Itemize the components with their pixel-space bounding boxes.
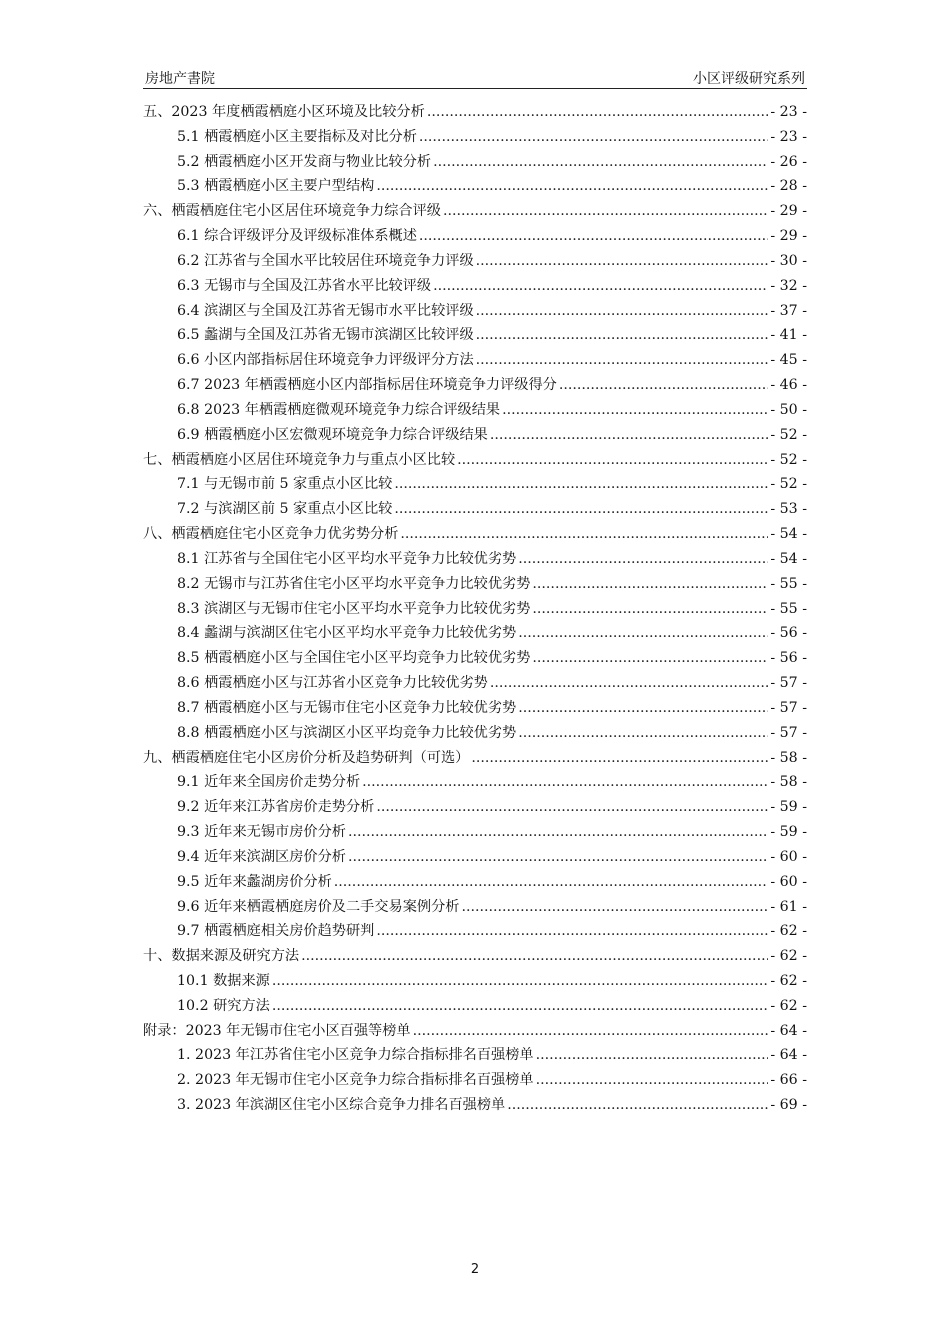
toc-dot-leader <box>518 621 768 646</box>
toc-section-entry[interactable] <box>143 249 807 274</box>
toc-dot-leader <box>394 497 768 522</box>
toc-entry-page: - 30 - <box>770 252 807 269</box>
toc-entry-title: 5.1 栖霞栖庭小区主要指标及对比分析 <box>177 128 417 145</box>
toc-dot-leader <box>443 199 768 224</box>
toc-entry-page: - 64 - <box>770 1022 807 1039</box>
toc-entry-page: - 46 - <box>770 377 807 394</box>
toc-dot-leader <box>518 721 768 746</box>
toc-entry-page: - 55 - <box>770 600 807 617</box>
toc-dot-leader <box>490 423 769 448</box>
toc-section-entry[interactable] <box>143 497 807 522</box>
toc-entry-title: 9.4 近年来滨湖区房价分析 <box>177 848 346 865</box>
toc-entry-page: - 62 - <box>770 997 807 1014</box>
toc-entry-title: 3. 2023 年滨湖区住宅小区综合竞争力排名百强榜单 <box>177 1097 506 1114</box>
toc-entry-page: - 23 - <box>770 128 807 145</box>
toc-section-entry[interactable] <box>143 795 807 820</box>
toc-dot-leader <box>559 373 769 398</box>
toc-chapter-entry[interactable] <box>143 448 807 473</box>
toc-entry-page: - 55 - <box>770 575 807 592</box>
toc-entry-title: 附录：2023 年无锡市住宅小区百强等榜单 <box>143 1022 411 1039</box>
toc-dot-leader <box>376 174 768 199</box>
toc-entry-title: 8.3 滨湖区与无锡市住宅小区平均水平竞争力比较优劣势 <box>177 600 531 617</box>
toc-dot-leader <box>400 522 768 547</box>
toc-entry-page: - 62 - <box>770 923 807 940</box>
toc-section-entry[interactable] <box>143 820 807 845</box>
toc-section-entry[interactable] <box>143 323 807 348</box>
toc-entry-title: 8.2 无锡市与江苏省住宅小区平均水平竞争力比较优劣势 <box>177 575 531 592</box>
toc-entry-title: 8.4 蠡湖与滨湖区住宅小区平均水平竞争力比较优劣势 <box>177 625 517 642</box>
toc-dot-leader <box>536 1043 769 1068</box>
toc-section-entry[interactable] <box>143 125 807 150</box>
toc-entry-title: 十、数据来源及研究方法 <box>143 948 300 965</box>
toc-dot-leader <box>348 845 768 870</box>
toc-entry-page: - 53 - <box>770 501 807 518</box>
toc-dot-leader <box>536 1068 769 1093</box>
toc-entry-page: - 57 - <box>770 675 807 692</box>
toc-chapter-entry[interactable] <box>143 100 807 125</box>
toc-dot-leader <box>272 994 768 1019</box>
toc-dot-leader <box>471 746 768 771</box>
toc-entry-title: 6.2 江苏省与全国水平比较居住环境竞争力评级 <box>177 252 474 269</box>
page-number: 2 <box>470 1262 480 1277</box>
toc-dot-leader <box>334 870 769 895</box>
toc-entry-page: - 26 - <box>770 153 807 170</box>
toc-entry-title: 10.2 研究方法 <box>177 997 270 1014</box>
toc-entry-page: - 58 - <box>770 749 807 766</box>
toc-entry-title: 7.2 与滨湖区前 5 家重点小区比较 <box>177 501 393 518</box>
toc-dot-leader <box>348 820 768 845</box>
toc-entry-title: 五、2023 年度栖霞栖庭小区环境及比较分析 <box>143 104 425 120</box>
toc-section-entry[interactable] <box>143 423 807 448</box>
toc-section-entry[interactable] <box>143 224 807 249</box>
toc-entry-page: - 50 - <box>770 401 807 418</box>
toc-entry-page: - 57 - <box>770 724 807 741</box>
toc-entry-page: - 60 - <box>770 848 807 865</box>
toc-chapter-entry[interactable] <box>143 199 807 224</box>
toc-entry-page: - 54 - <box>770 526 807 543</box>
toc-entry-title: 6.3 无锡市与全国及江苏省水平比较评级 <box>177 277 432 294</box>
toc-entry-page: - 66 - <box>770 1072 807 1089</box>
toc-entry-page: - 52 - <box>770 476 807 493</box>
toc-entry-title: 6.6 小区内部指标居住环境竞争力评级评分方法 <box>177 352 474 369</box>
toc-entry-title: 6.7 2023 年栖霞栖庭小区内部指标居住环境竞争力评级得分 <box>177 377 557 394</box>
toc-dot-leader <box>419 224 768 249</box>
toc-entry-page: - 59 - <box>770 799 807 816</box>
toc-section-entry[interactable] <box>143 721 807 746</box>
toc-entry-title: 9.6 近年来栖霞栖庭房价及二手交易案例分析 <box>177 898 460 915</box>
toc-entry-page: - 23 - <box>770 104 807 120</box>
toc-section-entry[interactable] <box>143 770 807 795</box>
toc-section-entry[interactable] <box>143 919 807 944</box>
toc-dot-leader <box>476 299 769 324</box>
toc-dot-leader <box>490 671 769 696</box>
toc-entry-title: 7.1 与无锡市前 5 家重点小区比较 <box>177 476 393 493</box>
toc-dot-leader <box>376 919 768 944</box>
toc-dot-leader <box>476 348 769 373</box>
toc-section-entry[interactable] <box>143 1043 807 1068</box>
toc-entry-page: - 56 - <box>770 650 807 667</box>
toc-section-entry[interactable] <box>143 373 807 398</box>
toc-entry-page: - 61 - <box>770 898 807 915</box>
toc-entry-title: 6.1 综合评级评分及评级标准体系概述 <box>177 228 417 245</box>
toc-section-entry[interactable] <box>143 398 807 423</box>
toc-dot-leader <box>507 1093 768 1118</box>
toc-entry-title: 6.8 2023 年栖霞栖庭微观环境竞争力综合评级结果 <box>177 401 501 418</box>
toc-dot-leader <box>461 895 768 920</box>
toc-section-entry[interactable] <box>143 696 807 721</box>
toc-section-entry[interactable] <box>143 348 807 373</box>
toc-dot-leader <box>433 274 768 299</box>
toc-chapter-entry[interactable] <box>143 522 807 547</box>
toc-dot-leader <box>476 323 769 348</box>
toc-entry-title: 9.3 近年来无锡市房价分析 <box>177 824 346 841</box>
toc-entry-title: 10.1 数据来源 <box>177 972 270 989</box>
toc-entry-title: 9.1 近年来全国房价走势分析 <box>177 774 361 791</box>
toc-section-entry[interactable] <box>143 597 807 622</box>
toc-entry-page: - 52 - <box>770 426 807 443</box>
toc-entry-page: - 60 - <box>770 873 807 890</box>
toc-chapter-entry[interactable] <box>143 944 807 969</box>
toc-entry-title: 6.5 蠡湖与全国及江苏省无锡市滨湖区比较评级 <box>177 327 474 344</box>
toc-section-entry[interactable] <box>143 895 807 920</box>
toc-dot-leader <box>427 100 769 125</box>
toc-entry-title: 6.9 栖霞栖庭小区宏微观环境竞争力综合评级结果 <box>177 426 488 443</box>
toc-section-entry[interactable] <box>143 1093 807 1118</box>
toc-section-entry[interactable] <box>143 1068 807 1093</box>
toc-dot-leader <box>502 398 768 423</box>
toc-dot-leader <box>272 969 768 994</box>
toc-section-entry[interactable] <box>143 472 807 497</box>
toc-entry-title: 5.2 栖霞栖庭小区开发商与物业比较分析 <box>177 153 432 170</box>
toc-entry-page: - 62 - <box>770 948 807 965</box>
table-of-contents <box>143 100 807 1118</box>
toc-entry-title: 8.7 栖霞栖庭小区与无锡市住宅小区竞争力比较优劣势 <box>177 699 517 716</box>
toc-dot-leader <box>532 597 768 622</box>
toc-entry-title: 8.1 江苏省与全国住宅小区平均水平竞争力比较优劣势 <box>177 550 517 567</box>
toc-section-entry[interactable] <box>143 547 807 572</box>
toc-entry-title: 8.6 栖霞栖庭小区与江苏省小区竞争力比较优劣势 <box>177 675 488 692</box>
toc-section-entry[interactable] <box>143 150 807 175</box>
toc-entry-page: - 29 - <box>770 228 807 245</box>
toc-dot-leader <box>532 646 768 671</box>
toc-section-entry[interactable] <box>143 572 807 597</box>
toc-entry-title: 2. 2023 年无锡市住宅小区竞争力综合指标排名百强榜单 <box>177 1072 534 1089</box>
toc-entry-title: 8.8 栖霞栖庭小区与滨湖区小区平均竞争力比较优劣势 <box>177 724 517 741</box>
toc-dot-leader <box>518 696 768 721</box>
toc-dot-leader <box>433 150 768 175</box>
toc-section-entry[interactable] <box>143 845 807 870</box>
toc-dot-leader <box>518 547 768 572</box>
toc-entry-page: - 69 - <box>770 1097 807 1114</box>
toc-entry-title: 8.5 栖霞栖庭小区与全国住宅小区平均竞争力比较优劣势 <box>177 650 531 667</box>
toc-entry-title: 六、栖霞栖庭住宅小区居住环境竞争力综合评级 <box>143 203 441 220</box>
toc-entry-page: - 37 - <box>770 302 807 319</box>
toc-dot-leader <box>532 572 768 597</box>
toc-entry-page: - 56 - <box>770 625 807 642</box>
toc-entry-page: - 28 - <box>770 178 807 195</box>
toc-dot-leader <box>301 944 768 969</box>
page-header <box>143 66 807 89</box>
toc-chapter-entry[interactable] <box>143 746 807 771</box>
toc-section-entry[interactable] <box>143 870 807 895</box>
toc-entry-title: 9.7 栖霞栖庭相关房价趋势研判 <box>177 923 375 940</box>
toc-section-entry[interactable] <box>143 174 807 199</box>
toc-dot-leader <box>457 448 768 473</box>
toc-dot-leader <box>376 795 768 820</box>
toc-entry-page: - 52 - <box>770 451 807 468</box>
toc-dot-leader <box>476 249 769 274</box>
toc-dot-leader <box>362 770 768 795</box>
toc-entry-page: - 64 - <box>770 1047 807 1064</box>
toc-section-entry[interactable] <box>143 969 807 994</box>
toc-entry-page: - 59 - <box>770 824 807 841</box>
toc-section-entry[interactable] <box>143 671 807 696</box>
toc-entry-page: - 54 - <box>770 550 807 567</box>
toc-dot-leader <box>419 125 768 150</box>
toc-entry-title: 6.4 滨湖区与全国及江苏省无锡市水平比较评级 <box>177 302 474 319</box>
header-publisher: 房地产書院 <box>145 71 215 87</box>
toc-entry-page: - 41 - <box>770 327 807 344</box>
toc-entry-page: - 62 - <box>770 972 807 989</box>
toc-section-entry[interactable] <box>143 646 807 671</box>
toc-section-entry[interactable] <box>143 299 807 324</box>
toc-section-entry[interactable] <box>143 274 807 299</box>
toc-entry-page: - 57 - <box>770 699 807 716</box>
toc-entry-page: - 29 - <box>770 203 807 220</box>
toc-dot-leader <box>394 472 768 497</box>
toc-entry-title: 5.3 栖霞栖庭小区主要户型结构 <box>177 178 375 195</box>
toc-dot-leader <box>413 1019 769 1044</box>
toc-entry-title: 9.2 近年来江苏省房价走势分析 <box>177 799 375 816</box>
toc-section-entry[interactable] <box>143 621 807 646</box>
toc-chapter-entry[interactable] <box>143 1019 807 1044</box>
toc-entry-title: 八、栖霞栖庭住宅小区竞争力优劣势分析 <box>143 526 399 543</box>
toc-entry-page: - 32 - <box>770 277 807 294</box>
toc-entry-page: - 45 - <box>770 352 807 369</box>
toc-section-entry[interactable] <box>143 994 807 1019</box>
toc-entry-title: 1. 2023 年江苏省住宅小区竞争力综合指标排名百强榜单 <box>177 1047 534 1064</box>
header-series-title: 小区评级研究系列 <box>693 71 805 87</box>
toc-entry-title: 9.5 近年来蠡湖房价分析 <box>177 873 332 890</box>
toc-entry-title: 七、栖霞栖庭小区居住环境竞争力与重点小区比较 <box>143 451 456 468</box>
toc-entry-page: - 58 - <box>770 774 807 791</box>
toc-entry-title: 九、栖霞栖庭住宅小区房价分析及趋势研判（可选） <box>143 749 470 766</box>
